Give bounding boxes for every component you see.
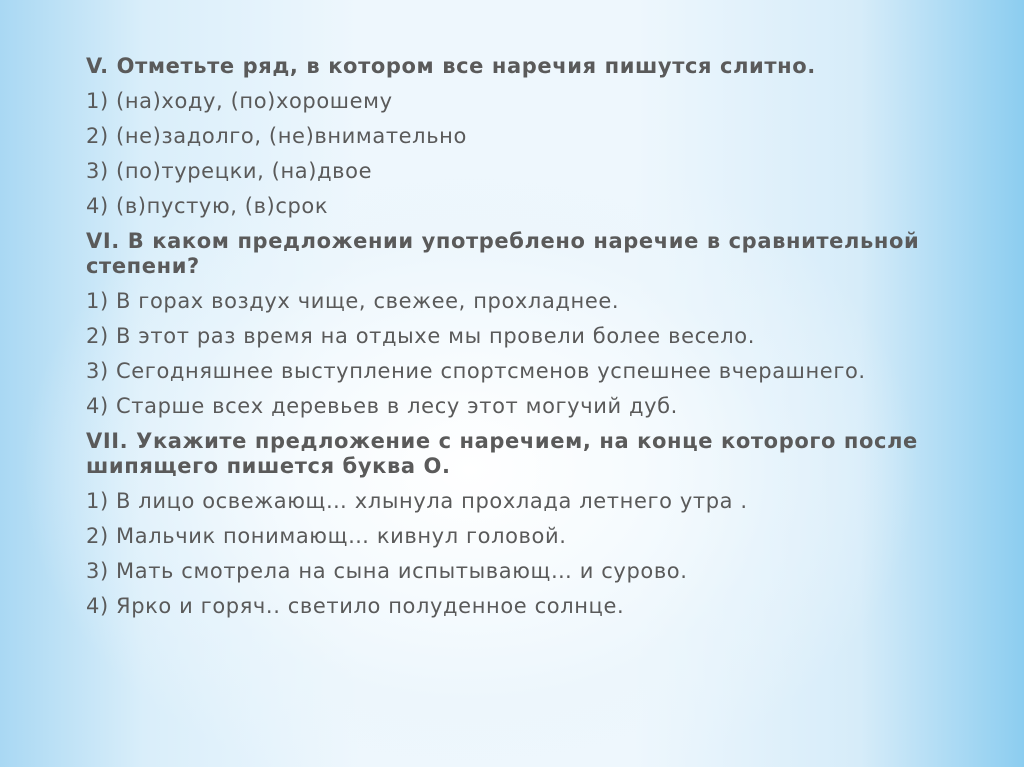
answer-option: 1) (на)ходу, (по)хорошему <box>86 89 393 113</box>
question-heading-5: V. Отметьте ряд, в котором все наречия пишутся слитно. <box>86 54 816 78</box>
answer-option: 2) Мальчик понимающ… кивнул головой. <box>86 524 567 548</box>
answer-option: 3) Мать смотрела на сына испытывающ… и сурово. <box>86 559 688 583</box>
answer-option: 1) В лицо освежающ… хлынула прохлада летнего утра . <box>86 489 748 513</box>
answer-option: 2) (не)задолго, (не)внимательно <box>86 124 467 148</box>
answer-option: 4) Ярко и горяч.. светило полуденное солнце. <box>86 594 625 618</box>
answer-option: 4) Старше всех деревьев в лесу этот могучий дуб. <box>86 394 678 418</box>
question-heading-7: VII. Укажите предложение с наречием, на конце которого после шипящего пишется буква О. <box>86 429 918 478</box>
slide-content <box>86 54 966 629</box>
answer-option: 4) (в)пустую, (в)срок <box>86 194 329 218</box>
answer-option: 3) Сегодняшнее выступление спортсменов успешнее вчерашнего. <box>86 359 866 383</box>
answer-option: 1) В горах воздух чище, свежее, прохладнее. <box>86 289 620 313</box>
question-heading-6: VI. В каком предложении употреблено наречие в сравнительной степени? <box>86 229 920 278</box>
answer-option: 2) В этот раз время на отдыхе мы провели более весело. <box>86 324 756 348</box>
answer-option: 3) (по)турецки, (на)двое <box>86 159 373 183</box>
